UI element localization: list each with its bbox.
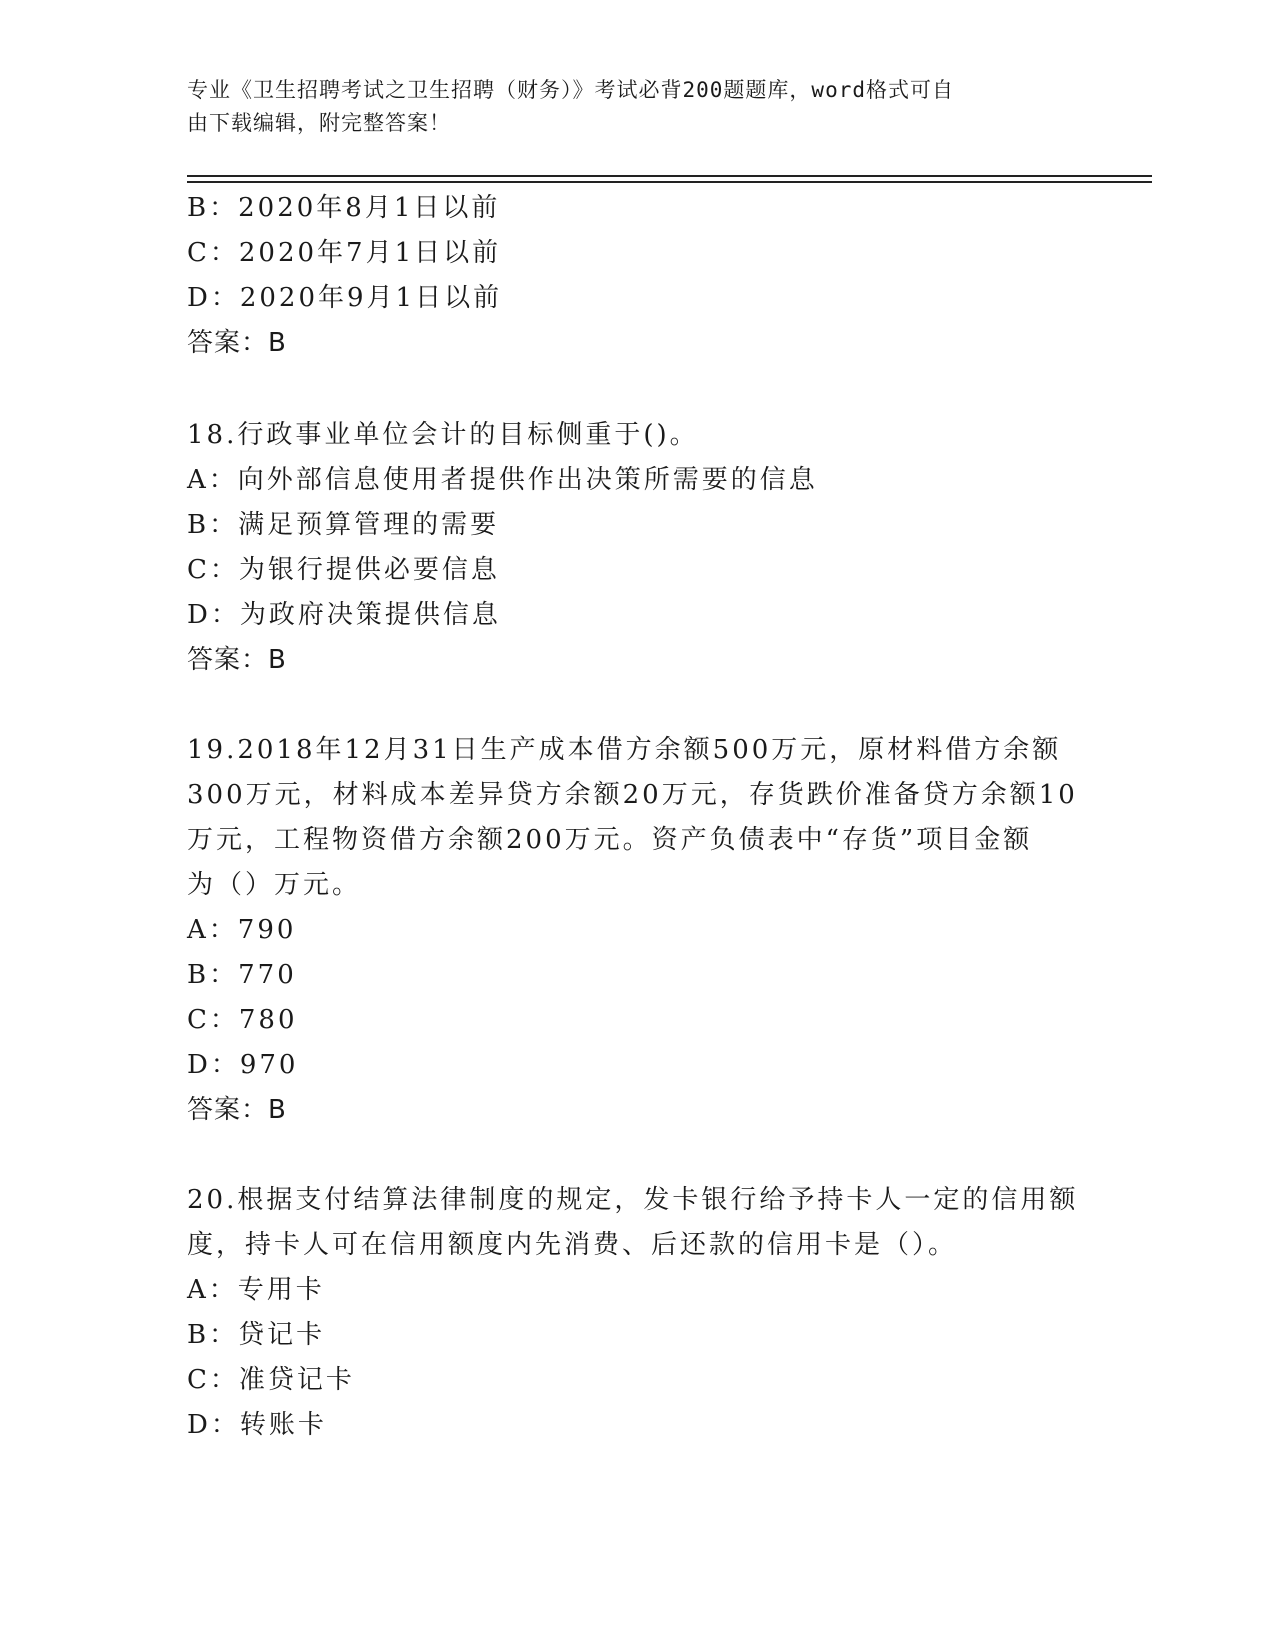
q19-option-a: A：790 (187, 915, 297, 945)
q18-option-a: A：向外部信息使用者提供作出决策所需要的信息 (187, 465, 818, 495)
q20-option-a: A：专用卡 (187, 1275, 325, 1305)
q20-option-b: B：贷记卡 (187, 1320, 326, 1350)
q20-option-c: C：准贷记卡 (187, 1365, 355, 1395)
header-divider-top (187, 175, 1152, 177)
q18-stem: 18.行政事业单位会计的目标侧重于()。 (187, 420, 699, 450)
q19-option-c: C：780 (187, 1005, 298, 1035)
q20-option-d: D：转账卡 (187, 1410, 327, 1440)
header-line-1: 专业《卫生招聘考试之卫生招聘（财务）》考试必背200题题库，word格式可自 (187, 78, 954, 102)
q18-option-c: C：为银行提供必要信息 (187, 555, 500, 585)
q19-stem-line-4: 为（）万元。 (187, 870, 362, 900)
q19-stem-line-2: 300万元，材料成本差异贷方余额20万元，存货跌价准备贷方余额10 (187, 780, 1078, 810)
q20-stem-line-2: 度，持卡人可在信用额度内先消费、后还款的信用卡是（）。 (187, 1230, 958, 1260)
q17-answer: 答案：B (187, 328, 287, 358)
document-header (187, 74, 1067, 140)
q20-stem-line-1: 20.根据支付结算法律制度的规定，发卡银行给予持卡人一定的信用额 (187, 1185, 1079, 1215)
q17-option-b: B：2020年8月1日以前 (187, 193, 501, 223)
q17-option-c: C：2020年7月1日以前 (187, 238, 502, 268)
header-line-2: 由下载编辑，附完整答案！ (187, 111, 451, 135)
q17-option-d: D：2020年9月1日以前 (187, 283, 503, 313)
q18-answer: 答案：B (187, 645, 287, 675)
q18-option-d: D：为政府决策提供信息 (187, 600, 501, 630)
q19-stem-line-1: 19.2018年12月31日生产成本借方余额500万元，原材料借方余额 (187, 735, 1062, 765)
q19-stem-line-3: 万元，工程物资借方余额200万元。资产负债表中“存货”项目金额 (187, 825, 1033, 855)
q19-option-b: B：770 (187, 960, 297, 990)
q19-answer: 答案：B (187, 1095, 287, 1125)
header-divider-bottom (187, 181, 1152, 183)
q19-option-d: D：970 (187, 1050, 299, 1080)
q18-option-b: B：满足预算管理的需要 (187, 510, 500, 540)
